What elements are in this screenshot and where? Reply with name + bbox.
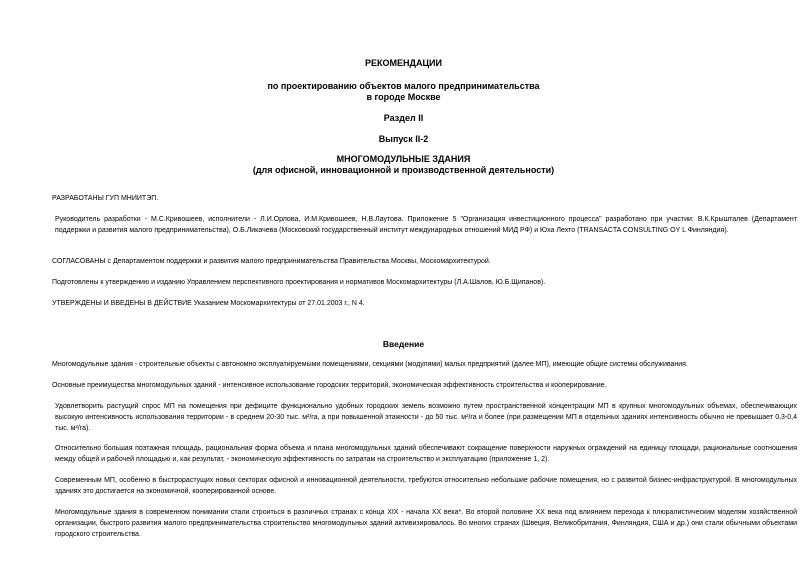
intro-paragraph-1: Многомодульные здания - строительные объекты с автономно эксплуатируемыми помещениями, секциями (модулями) малых предприятий (далее МП), имеющие общие системы обслуживания. — [52, 361, 688, 368]
intro-paragraph-2: Основные преимущества многомодульных зданий - интенсивное использование городских территорий, экономическая эффективность строительства и кооперирование. — [52, 382, 607, 389]
doc-subject: МНОГОМОДУЛЬНЫЕ ЗДАНИЯ — [336, 154, 471, 164]
doc-subtitle-line2: в городе Москве — [366, 92, 441, 102]
intro-paragraph-5: Современным МП, особенно в быстрорастущих новых секторах офисной и инновационной деятельности, требуются относительно небольшие рабочие помещения, но с развитой бизнес-инфраструктурой. В многомодульных зданиях это достигается на экономичной, кооперированной основе. — [55, 477, 797, 495]
doc-section: Раздел II — [383, 113, 424, 123]
intro-paragraph-3: Удовлетворить растущий спрос МП на помещения при дефиците функционально удобных городских земель возможно путем пространственной концентрации МП в крупных многомодульных объемах, обеспечивающих высокую интенсивность использования территории - в среднем 20-30 тыс. м²/га, а при повышенной этажности - до 50 тыс. м²/га и более (при размещении МП в отдельных зданиях интенсивность обычно не превышает 0,3-0,4 тыс. м²/га). — [55, 403, 797, 432]
agreed-text: СОГЛАСОВАНЫ с Департаментом поддержки и развития малого предпринимательства Правительства Москвы, Москомархитектурой. — [52, 258, 491, 265]
approved-text: УТВЕРЖДЕНЫ И ВВЕДЕНЫ В ДЕЙСТВИЕ Указанием Москомархитектуры от 27.01.2003 г., N 4. — [52, 300, 365, 307]
doc-subtitle-line1: по проектированию объектов малого предпринимательства — [267, 81, 540, 91]
section-heading-introduction: Введение — [382, 339, 425, 349]
authors-text: Руководитель разработки - М.С.Кривошеев, исполнители - Л.И.Орлова, И.М.Кривошеев, Н.В.Лаутова. Приложение 5 "Организация инвестиционного процесса" разработано при участии: В.К.Крышталев (Департамент поддержки и развития малого предпринимательства), О.Б.Ликачева (Московский государственный институт международных отношений МИД РФ) и Юха Лехто (TRANSACTA CONSULTING OY L Финляндия). — [55, 216, 797, 234]
doc-title: РЕКОМЕНДАЦИИ — [365, 58, 442, 68]
doc-subject-sub: (для офисной, инновационной и производственной деятельности) — [252, 165, 555, 175]
developed-text: РАЗРАБОТАНЫ ГУП МНИИТЭП. — [52, 195, 159, 202]
prepared-text: Подготовлены к утверждению и изданию Управлением перспективного проектирования и нормативов Москомархитектуры (Л.А.Шалов, Ю.Б.Щипанов). — [52, 279, 546, 286]
intro-paragraph-6: Многомодульные здания в современном понимании стали строиться в различных странах с конца XIX - начала XX века*. Во второй половине XX века под влиянием перехода к плюралистическим моделям хозяйственной организации, быстрого развития малого предпринимательства строительство многомодульных зданий активизировалось. Во многих странах (Швеция, Великобритания, Финляндия, США и др.) они стали обычными объектами городского строительства. — [55, 509, 797, 538]
doc-issue: Выпуск II-2 — [378, 134, 429, 144]
intro-paragraph-4: Относительно большая поэтажная площадь, рациональная форма объема и плана многомодульных зданий обеспечивают сокращение поверхности наружных ограждений на единицу площади, рациональные соотношения между общей и рабочей площадью и, как результат, - экономическую эффективность по затратам на строительство и эксплуатацию (приложение 1, 2). — [55, 445, 797, 463]
